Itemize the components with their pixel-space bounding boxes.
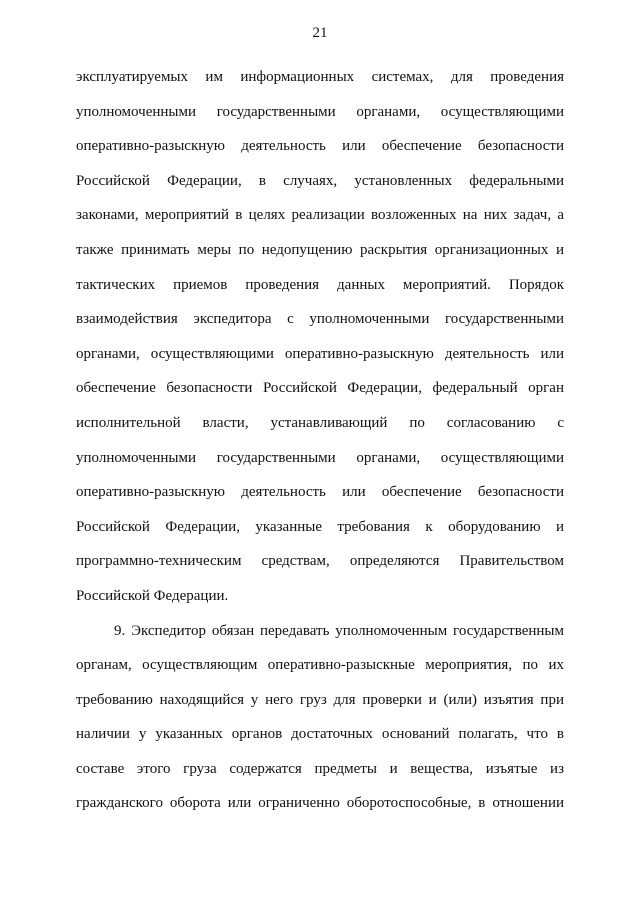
text-line: требованию находящийся у него груз для проверки и (или) изъятия при xyxy=(76,691,564,708)
text-line: уполномоченными государственными органами, осуществляющими xyxy=(76,103,564,120)
text-line: эксплуатируемых им информационных системах, для проведения xyxy=(76,69,564,85)
paragraph-continuation xyxy=(76,66,564,620)
text-line: уполномоченными государственными органами, осуществляющими xyxy=(76,449,564,466)
text-line: также принимать меры по недопущению раскрытия организационных и xyxy=(76,241,564,258)
text-line: органам, осуществляющим оперативно-разыскные мероприятия, по их xyxy=(76,657,564,674)
text-line: Российской Федерации, в случаях, установленных федеральными xyxy=(76,172,564,189)
text-line: составе этого груза содержатся предметы и вещества, изъятые из xyxy=(76,760,564,777)
text-line: исполнительной власти, устанавливающий по согласованию с xyxy=(76,414,564,431)
paragraph-item-9 xyxy=(76,620,564,828)
text-line: 9. Экспедитор обязан передавать уполномоченным государственным xyxy=(114,622,564,639)
text-line: Российской Федерации, указанные требования к оборудованию и xyxy=(76,518,564,535)
text-line: обеспечение безопасности Российской Федерации, федеральный орган xyxy=(76,380,564,397)
text-line: программно-техническим средствам, определяются Правительством xyxy=(76,553,564,570)
text-line: органами, осуществляющими оперативно-разыскную деятельность или xyxy=(76,345,564,362)
text-line: взаимодействия экспедитора с уполномоченными государственными xyxy=(76,311,564,328)
text-line: тактических приемов проведения данных мероприятий. Порядок xyxy=(76,276,564,293)
text-line: законами, мероприятий в целях реализации возложенных на них задач, а xyxy=(76,207,564,224)
text-line: оперативно-разыскную деятельность или обеспечение безопасности xyxy=(76,138,564,155)
text-line: наличии у указанных органов достаточных оснований полагать, что в xyxy=(76,726,564,743)
text-line: гражданского оборота или ограниченно оборотоспособные, в отношении xyxy=(76,795,564,812)
document-body xyxy=(76,66,564,827)
text-line: Российской Федерации. xyxy=(76,587,229,604)
text-line: оперативно-разыскную деятельность или обеспечение безопасности xyxy=(76,484,564,501)
page-number: 21 xyxy=(312,25,328,41)
